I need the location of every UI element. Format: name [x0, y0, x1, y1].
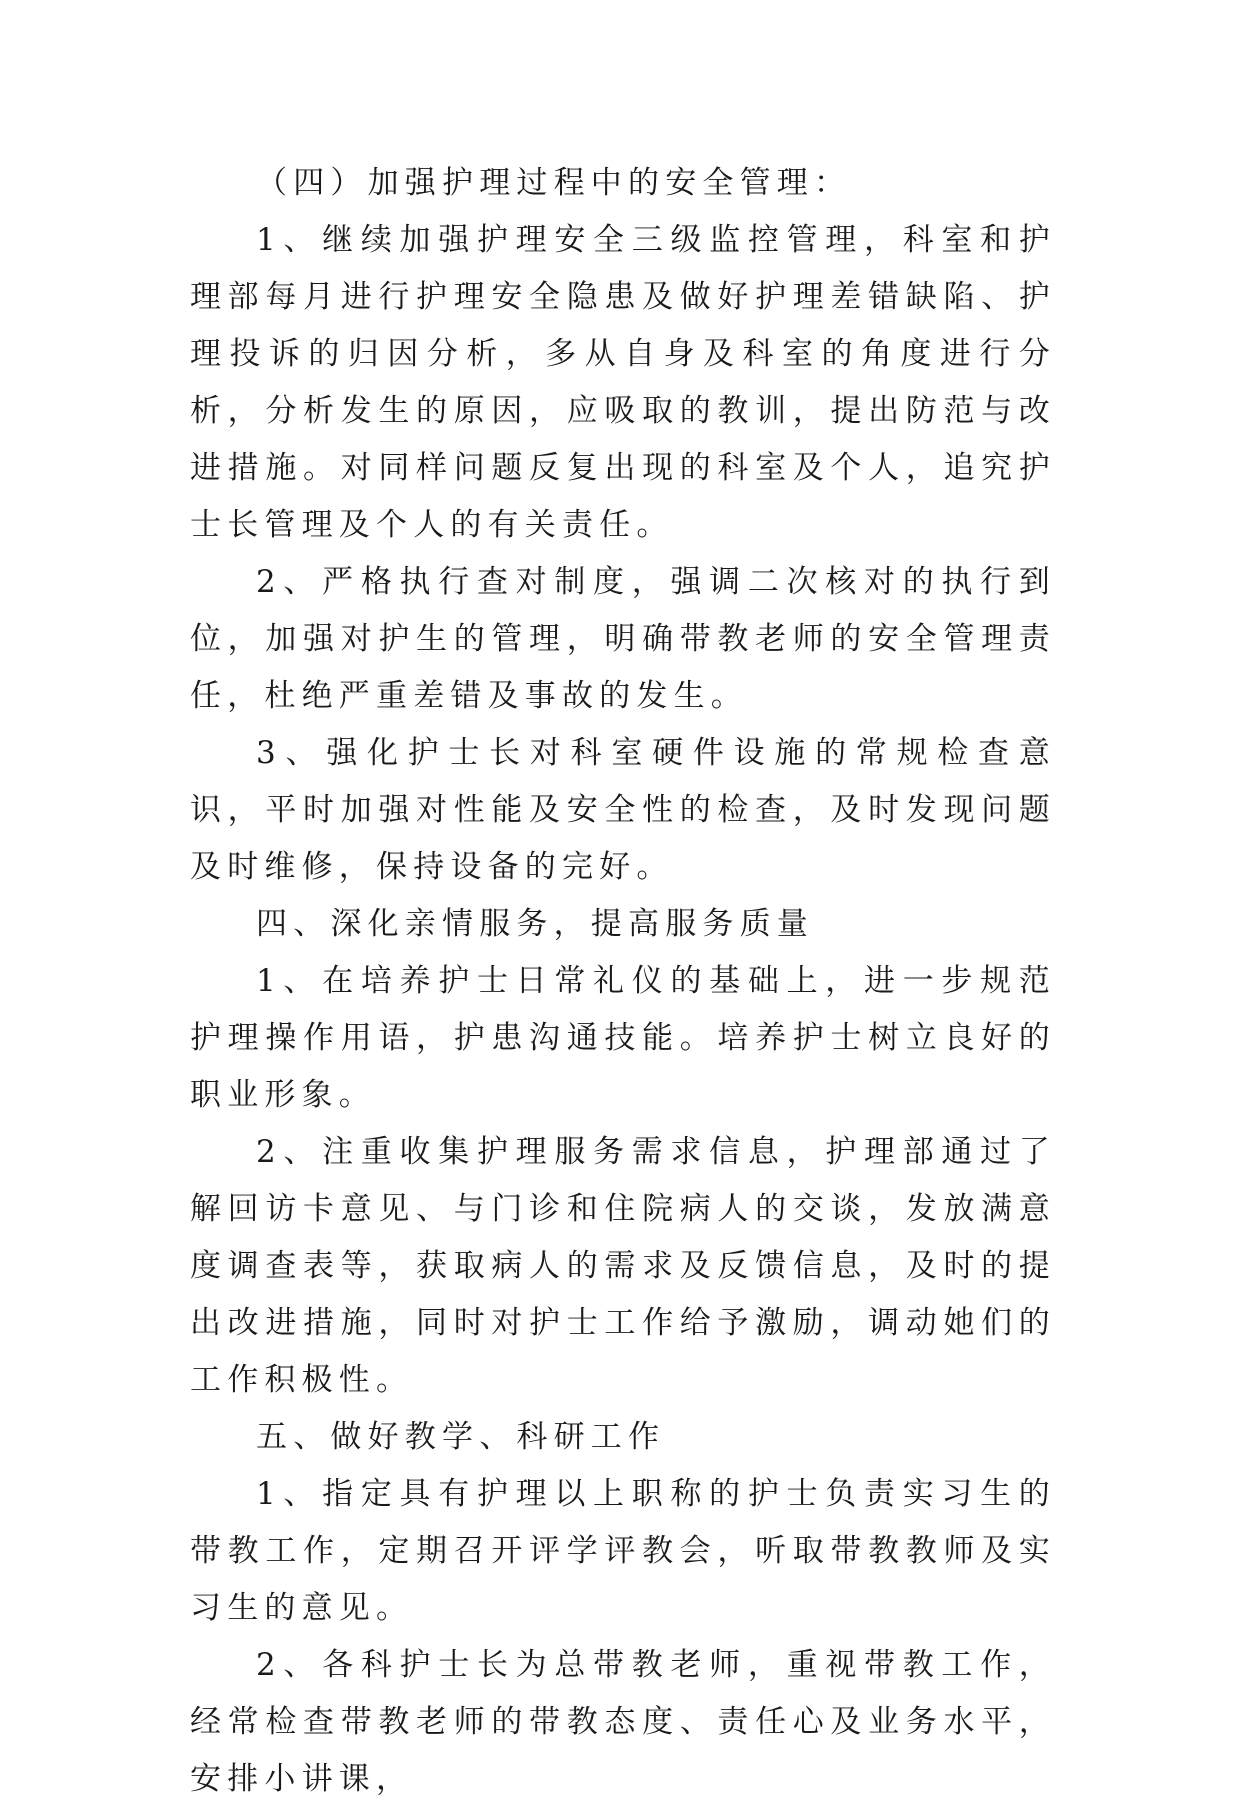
paragraph-equipment-inspection: 3、强化护士长对科室硬件设施的常规检查意识，平时加强对性能及安全性的检查，及时发现问题及时维修，保持设备的完好。 — [190, 735, 1056, 885]
paragraph-intern-teaching: 1、指定具有护理以上职称的护士负责实习生的带教工作，定期召开评学评教会，听取带教教师及实习生的意见。 — [190, 1476, 1056, 1626]
paragraph-service-feedback: 2、注重收集护理服务需求信息，护理部通过了解回访卡意见、与门诊和住院病人的交谈，发放满意度调查表等，获取病人的需求及反馈信息，及时的提出改进措施，同时对护士工作给予激励，调动她们的工作积极性。 — [190, 1134, 1056, 1398]
section-heading-teaching-research: 五、做好教学、科研工作 — [256, 1419, 666, 1455]
document-body — [190, 155, 1056, 1808]
paragraph-check-system: 2、严格执行查对制度，强调二次核对的执行到位，加强对护生的管理，明确带教老师的安全管理责任，杜绝严重差错及事故的发生。 — [190, 564, 1056, 714]
paragraph-safety-monitoring: 1、继续加强护理安全三级监控管理，科室和护理部每月进行护理安全隐患及做好护理差错缺陷、护理投诉的归因分析，多从自身及科室的角度进行分析，分析发生的原因，应吸取的教训，提出防范与改进措施。对同样问题反复出现的科室及个人，追究护士长管理及个人的有关责任。 — [190, 222, 1056, 543]
paragraph-nurse-etiquette: 1、在培养护士日常礼仪的基础上，进一步规范护理操作用语，护患沟通技能。培养护士树立良好的职业形象。 — [190, 963, 1056, 1113]
section-heading-safety-management: （四）加强护理过程中的安全管理： — [256, 165, 852, 201]
section-heading-service-quality: 四、深化亲情服务，提高服务质量 — [256, 906, 814, 942]
paragraph-head-nurse-teaching: 2、各科护士长为总带教老师，重视带教工作，经常检查带教老师的带教态度、责任心及业务水平，安排小讲课， — [190, 1647, 1056, 1797]
